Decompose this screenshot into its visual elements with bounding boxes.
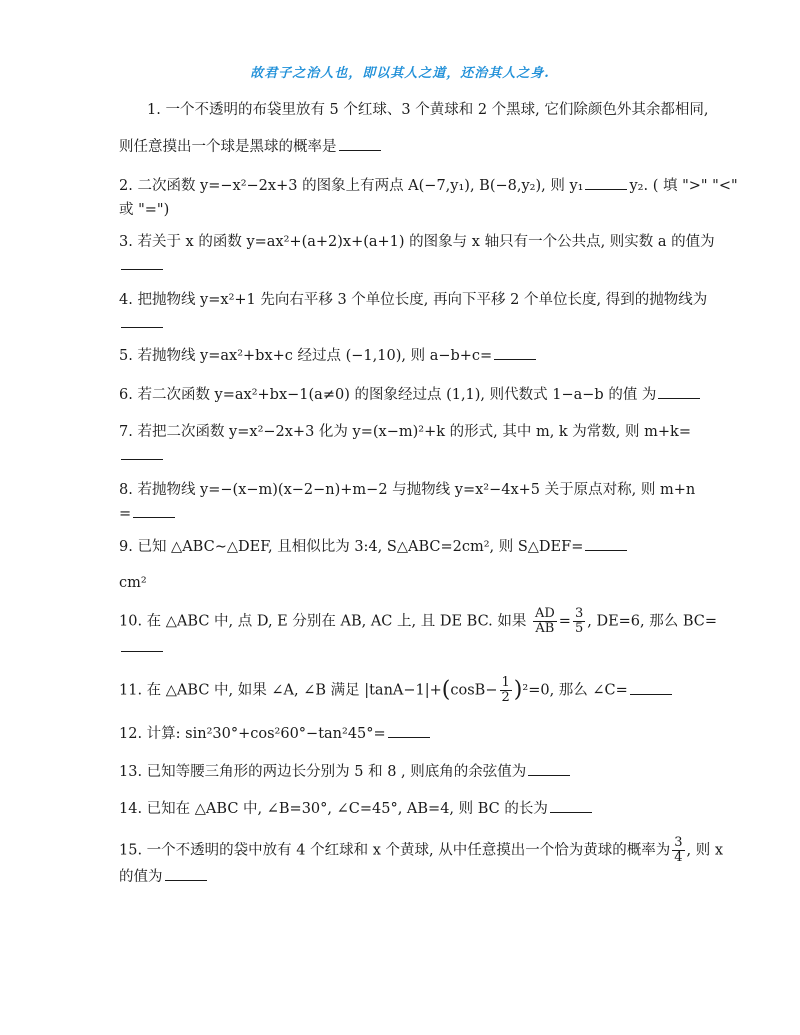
fraction-numerator: 3: [674, 835, 683, 850]
question-11: [119, 676, 693, 705]
question-5: [119, 344, 693, 368]
question-15: [119, 835, 724, 889]
answer-blank: [121, 255, 163, 270]
question-10-part-1: 10. 在 △ABC 中, 点 D, E 分别在 AB, AC 上, 且 DE BC. 如果: [119, 613, 527, 630]
fraction-three-quarters: [672, 836, 684, 865]
question-4-line-1: 4. 把抛物线 y=x²+1 先向右平移 3 个单位长度, 再向下平移 2 个单位长度, 得到的抛物线为: [119, 292, 708, 308]
question-9-line-1: 9. 已知 △ABC∼△DEF, 且相似比为 3:4, S△ABC=2cm², 则 S△DEF=: [119, 539, 584, 555]
question-14-line-1: 14. 已知在 △ABC 中, ∠B=30°, ∠C=45°, AB=4, 则 BC 的长为: [119, 801, 548, 817]
question-1-line-2: 则任意摸出一个球是黑球的概率是: [119, 139, 337, 155]
question-4: [119, 288, 708, 336]
answer-blank: [658, 384, 700, 399]
answer-blank: [585, 175, 627, 190]
fraction-numerator: AD: [534, 606, 555, 621]
answer-blank: [585, 536, 627, 551]
question-9-line-2: cm²: [119, 575, 147, 591]
answer-blank: [121, 313, 163, 328]
fraction-denominator: 4: [674, 850, 683, 865]
question-8-line-2: =: [119, 506, 132, 522]
left-paren: (: [441, 677, 451, 703]
question-13-line-1: 13. 已知等腰三角形的两边长分别为 5 和 8 , 则底角的余弦值为: [119, 764, 527, 780]
answer-blank: [388, 723, 430, 738]
right-paren: ): [513, 677, 523, 703]
question-10-part-2: , DE=6, 那么 BC=: [587, 613, 718, 630]
question-1: [147, 98, 709, 122]
answer-blank: [494, 345, 536, 360]
answer-blank: [528, 761, 570, 776]
fraction-denominator: 5: [574, 621, 584, 636]
answer-blank: [339, 136, 381, 151]
answer-blank: [550, 798, 592, 813]
question-1-cont: [119, 135, 693, 159]
fraction-ad-ab: [533, 607, 557, 636]
question-11-part-1: 11. 在 △ABC 中, 如果 ∠A, ∠B 满足 |tanA−1|+: [119, 682, 442, 699]
question-11-part-3: ²=0, 那么 ∠C=: [522, 682, 628, 699]
question-8-line-1: 8. 若抛物线 y=−(x−m)(x−2−n)+m−2 与抛物线 y=x²−4x+5 关于原点对称, 则 m+n: [119, 482, 696, 498]
question-3: [119, 230, 715, 278]
question-13: [119, 760, 693, 784]
question-8: [119, 478, 696, 526]
question-12-line-1: 12. 计算: sin²30°+cos²60°−tan²45°=: [119, 726, 386, 742]
fraction-numerator: 3: [574, 606, 584, 621]
question-15-part-1: 15. 一个不透明的袋中放有 4 个红球和 x 个黄球, 从中任意摸出一个恰为黄球的概率为: [119, 842, 671, 859]
question-2-part-1: 2. 二次函数 y=−x²−2x+3 的图象上有两点 A(−7,y₁), B(−8,y₂), 则 y₁: [119, 178, 584, 194]
question-12: [119, 722, 693, 746]
fraction-one-half: [500, 676, 512, 705]
question-9: [119, 535, 693, 559]
fraction-denominator: 2: [501, 690, 510, 705]
answer-blank: [121, 637, 163, 652]
answer-blank: [121, 445, 163, 460]
answer-blank: [133, 503, 175, 518]
question-6: [119, 383, 693, 407]
question-11-part-2: cosB−: [450, 682, 498, 699]
fraction-numerator: 1: [501, 675, 510, 690]
question-10: [119, 606, 718, 660]
question-3-line-1: 3. 若关于 x 的函数 y=ax²+(a+2)x+(a+1) 的图象与 x 轴只有一个公共点, 则实数 a 的值为: [119, 234, 715, 250]
question-6-line-1: 6. 若二次函数 y=ax²+bx−1(a≠0) 的图象经过点 (1,1), 则代数式 1−a−b 的值 为: [119, 387, 657, 403]
answer-blank: [630, 680, 672, 695]
equals-sign: =: [558, 613, 571, 630]
question-5-line-1: 5. 若抛物线 y=ax²+bx+c 经过点 (−1,10), 则 a−b+c=: [119, 348, 493, 364]
question-9-cont: [119, 571, 693, 595]
answer-blank: [165, 866, 207, 881]
question-15-line-2: 的值为: [119, 869, 163, 885]
question-1-line-1: 1. 一个不透明的布袋里放有 5 个红球、3 个黄球和 2 个黑球, 它们除颜色外其余都相同,: [147, 102, 709, 118]
fraction-denominator: AB: [535, 621, 555, 636]
header-motto: 故君子之治人也，即以其人之道，还治其人之身.: [250, 66, 550, 81]
question-15-part-2: , 则 x: [686, 842, 724, 859]
question-2: [119, 174, 738, 222]
fraction-three-fifths: [573, 607, 585, 636]
question-14: [119, 797, 693, 821]
question-2-part-2: y₂. ( 填 ">" "<": [629, 178, 738, 194]
question-7: [119, 420, 693, 468]
question-7-line-1: 7. 若把二次函数 y=x²−2x+3 化为 y=(x−m)²+k 的形式, 其中 m, k 为常数, 则 m+k=: [119, 424, 691, 440]
question-2-line-2: 或 "="): [119, 202, 170, 218]
